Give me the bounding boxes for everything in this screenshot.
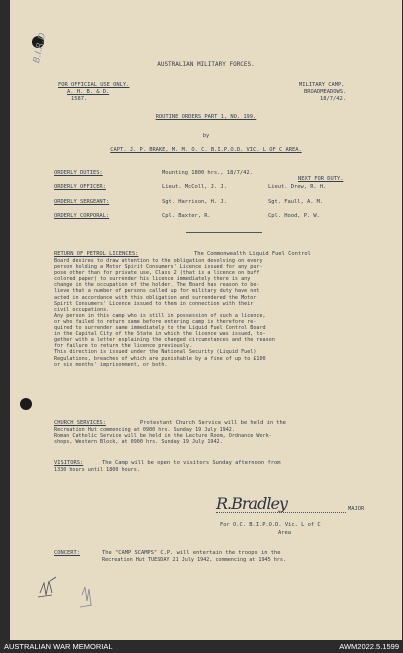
order-date: 18/7/42.: [320, 96, 346, 102]
visitors-first-line: The Camp will be open to visitors Sunday afternoon from: [102, 460, 281, 466]
licences-heading: RETURN OF PETROL LICENCES:: [54, 251, 139, 257]
sergeant-label: ORDERLY SERGEANT:: [54, 199, 110, 205]
corporal-label: ORDERLY CORPORAL:: [54, 213, 110, 219]
pencil-annotation: B.I.R.D: [32, 32, 49, 65]
section-divider: [186, 232, 262, 233]
archive-name: AUSTRALIAN WAR MEMORIAL: [4, 642, 113, 651]
officer-value: Lieut. McColl, J. J.: [162, 184, 227, 190]
official-use: FOR OFFICIAL USE ONLY.: [58, 82, 130, 88]
camp-name: MILITARY CAMP,: [299, 82, 345, 88]
visitors-heading: VISITORS:: [54, 460, 84, 466]
document-page: [10, 0, 402, 640]
signature-line: [216, 512, 346, 513]
church-body: Recreation Hut commencing at 0900 hrs. Sunday 19 July 1942. Roman Catholic Service will be held in the Lecture Room, Ordnance Work- shops, Western Block, at 0900 hrs. Sunday 19 July 1942.: [54, 427, 272, 446]
reference-number: 1587.: [71, 96, 88, 102]
org-heading: AUSTRALIAN MILITARY FORCES.: [157, 61, 255, 68]
archive-footer: [0, 640, 403, 653]
handwritten-signature: R.Bradley: [216, 494, 287, 513]
church-first-line: Protestant Church Service will be held in the: [140, 420, 287, 426]
signatory-area: Area: [278, 530, 291, 536]
concert-first-line: The "CAMP SCAMPS" C.P. will entertain the troops in the: [102, 550, 281, 556]
signatory-rank: MAJOR: [348, 506, 365, 512]
signatory-unit: For O.C. B.I.P.O.D. Vic. L of C: [220, 522, 321, 528]
concert-heading: CONCERT:: [54, 550, 80, 556]
archive-accession-number: AWM2022.5.1599: [339, 642, 399, 651]
visitors-body: 1330 hours until 1800 hours.: [54, 467, 140, 473]
church-heading: CHURCH SERVICES:: [54, 420, 106, 426]
sergeant-value: Sgt. Harrison, H. J.: [162, 199, 227, 205]
corporal-next: Cpl. Hood, P. W.: [268, 213, 320, 219]
pencil-scribble: [36, 575, 96, 625]
duties-label: ORDERLY DUTIES:: [54, 170, 103, 176]
licences-body: Board desires to draw attention to the obligation devolving on every person holding a Motor Spirit Consumers' Licence issued for any pur- pose other than for private use, Class 2 (that is a licence on buff colored paper) to surrender his licence immediately there is any change in the occupation of the holder. The Board has reason to be- lieve that a number of persons called up for military duty have not acted in accordance with this obligation and surrendered the Motor Spirit Consumers' Licence issued to them in connection with their civil occupations. Any person in this camp who is still in possession of such a licence, or who failed to return same before entering camp is therefore re- quired to surrender same immediately to the Liquid Fuel Control Board in the Capital City of the State in which the licence was issued, to- gether with a letter explaining the changed circumstances and the reason for failure to return the licence previously. This direction is issued under the National Security (Liquid Fuel) Regulations, breaches of which are punishable by a fine of up to £100 or six months' imprisonment, or both.: [54, 258, 275, 368]
licences-first-line: The Commonwealth Liquid Fuel Control: [194, 251, 311, 257]
camp-location: BROADMEADOWS.: [304, 89, 347, 95]
punch-hole: [20, 398, 32, 410]
file-reference: A. H. B. & D.: [67, 89, 110, 95]
duties-value: Mounting 1800 hrs., 18/7/42.: [162, 170, 253, 176]
corporal-value: Cpl. Baxter, R.: [162, 213, 211, 219]
next-for-duty-label: NEXT FOR DUTY.: [298, 176, 344, 182]
officer-label: ORDERLY OFFICER:: [54, 184, 106, 190]
sergeant-next: Sgt. Faull, A. M.: [268, 199, 324, 205]
concert-body: Recreation Hut TUESDAY 21 July 1942, commencing at 1945 hrs.: [102, 557, 287, 563]
page-title: ROUTINE ORDERS PART 1, NO. 199.: [155, 114, 257, 120]
issuing-officer: CAPT. J. P. BRAKE, M. M. O. C. B.I.P.O.D. VIC. L OF C AREA.: [110, 147, 302, 153]
officer-next: Lieut. Drew, R. H.: [268, 184, 327, 190]
by-line: by: [202, 133, 210, 139]
